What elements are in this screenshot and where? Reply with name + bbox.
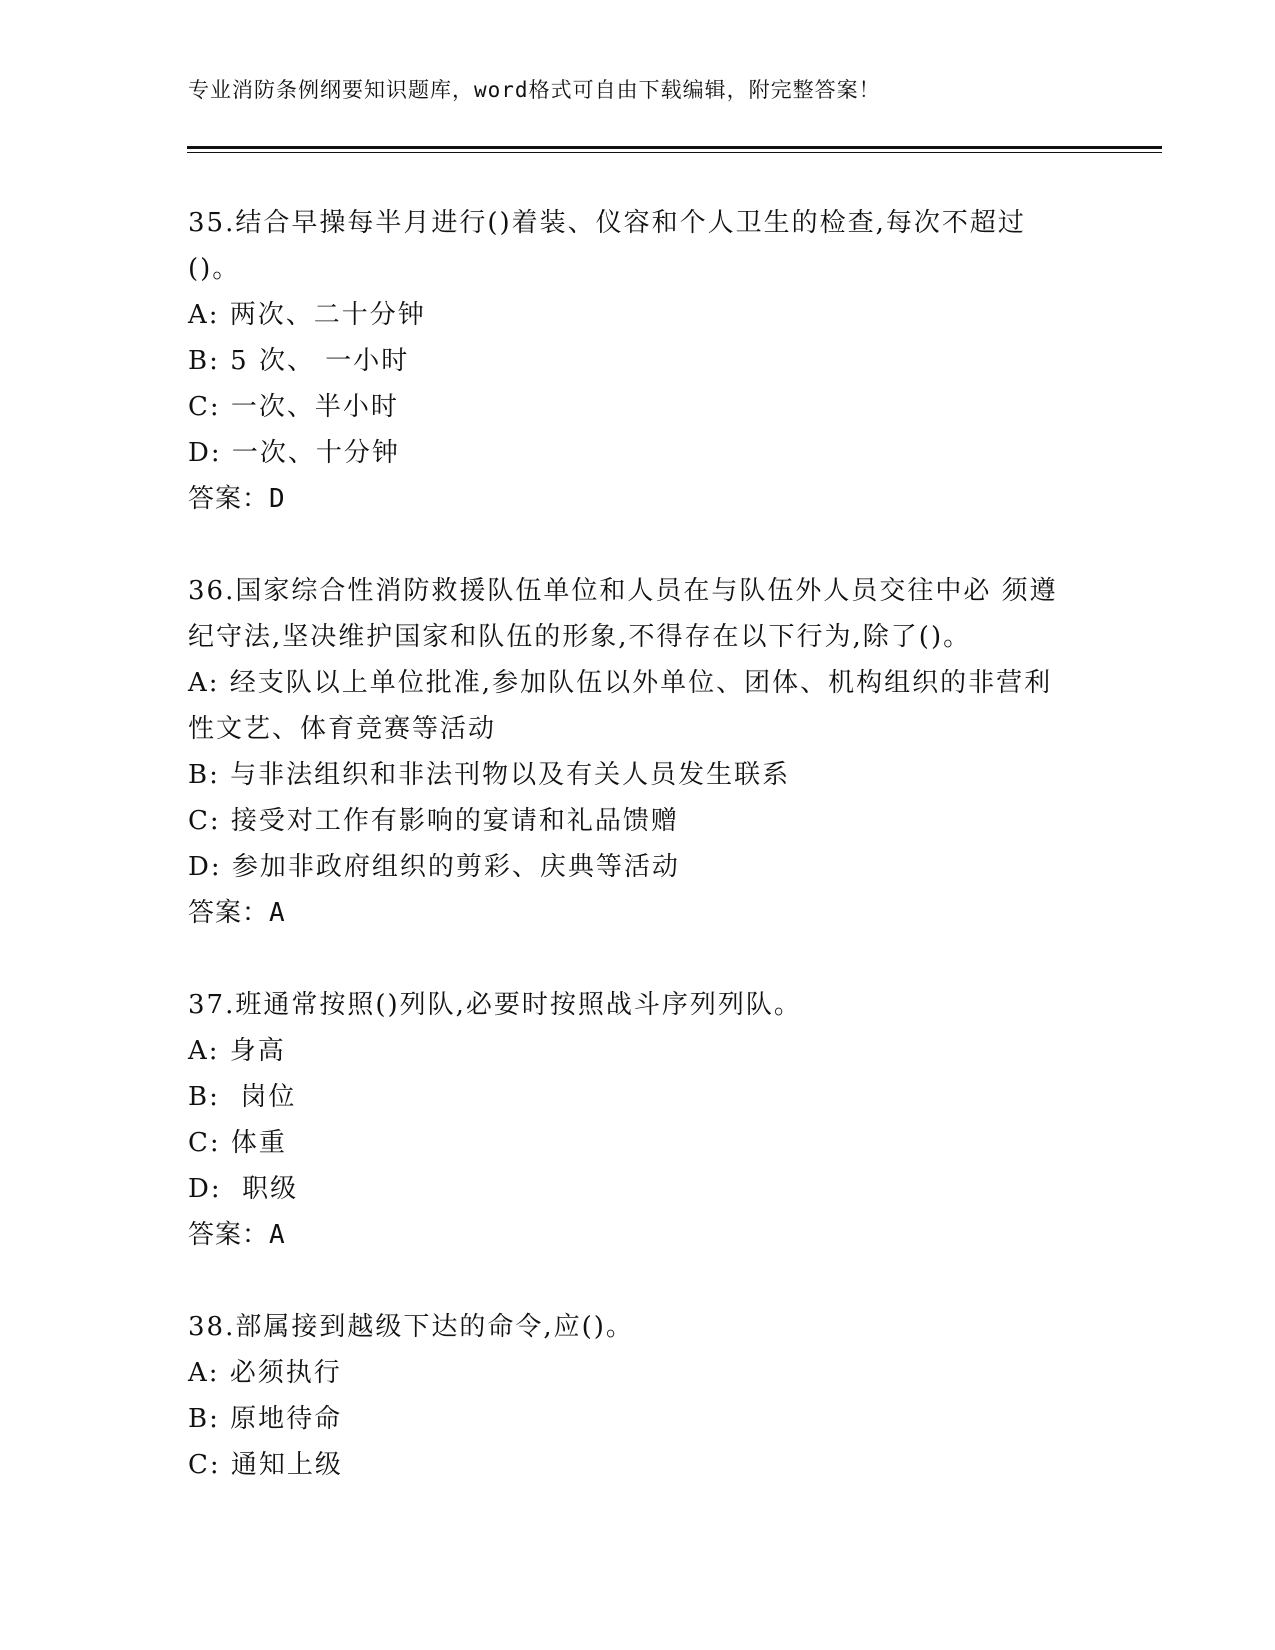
- question-text: 36.国家综合性消防救援队伍单位和人员在与队伍外人员交往中必 须遵纪守法,坚决维护国家和队伍的形象,不得存在以下行为,除了()。: [188, 576, 1058, 652]
- option-d: D: 参加非政府组织的剪彩、庆典等活动: [188, 852, 680, 882]
- answer-value: D: [269, 484, 286, 514]
- question-35: [188, 200, 1068, 522]
- option-c: C: 通知上级: [188, 1450, 343, 1480]
- option-a: A: 两次、二十分钟: [188, 300, 426, 330]
- answer-value: A: [269, 1220, 286, 1250]
- question-37: [188, 982, 1068, 1258]
- option-b: B: 5 次、 一小时: [188, 346, 410, 376]
- answer-line: [188, 890, 1068, 936]
- option-c: C: 体重: [188, 1128, 287, 1158]
- question-36: [188, 568, 1068, 936]
- question-38: [188, 1304, 1068, 1488]
- answer-label: 答案：: [188, 1220, 270, 1250]
- answer-label: 答案：: [188, 898, 270, 928]
- question-text: 37.班通常按照()列队,必要时按照战斗序列列队。: [188, 990, 802, 1020]
- option-b: B: 原地待命: [188, 1404, 343, 1434]
- option-b: B: 岗位: [188, 1082, 297, 1112]
- header-rule-thick: [187, 146, 1162, 149]
- question-text: 35.结合早操每半月进行()着装、仪容和个人卫生的检查,每次不超过()。: [188, 208, 1026, 284]
- option-a: A: 必须执行: [188, 1358, 342, 1388]
- option-c: C: 接受对工作有影响的宴请和礼品馈赠: [188, 806, 679, 836]
- option-d: D: 职级: [188, 1174, 299, 1204]
- option-d: D: 一次、十分钟: [188, 438, 400, 468]
- question-text: 38.部属接到越级下达的命令,应()。: [188, 1312, 634, 1342]
- question-list: [188, 200, 1068, 1534]
- answer-value: A: [269, 898, 286, 928]
- answer-line: [188, 1212, 1068, 1258]
- answer-line: [188, 476, 1068, 522]
- option-a: A: 身高: [188, 1036, 286, 1066]
- option-c: C: 一次、半小时: [188, 392, 399, 422]
- option-b: B: 与非法组织和非法刊物以及有关人员发生联系: [188, 760, 791, 790]
- header-rule-thin: [187, 152, 1162, 153]
- page-header: 专业消防条例纲要知识题库，word格式可自由下载编辑，附完整答案！: [188, 78, 881, 102]
- option-a: A: 经支队以上单位批准,参加队伍以外单位、团体、机构组织的非营利性文艺、体育竞赛等活动: [188, 668, 1053, 744]
- answer-label: 答案：: [188, 484, 270, 514]
